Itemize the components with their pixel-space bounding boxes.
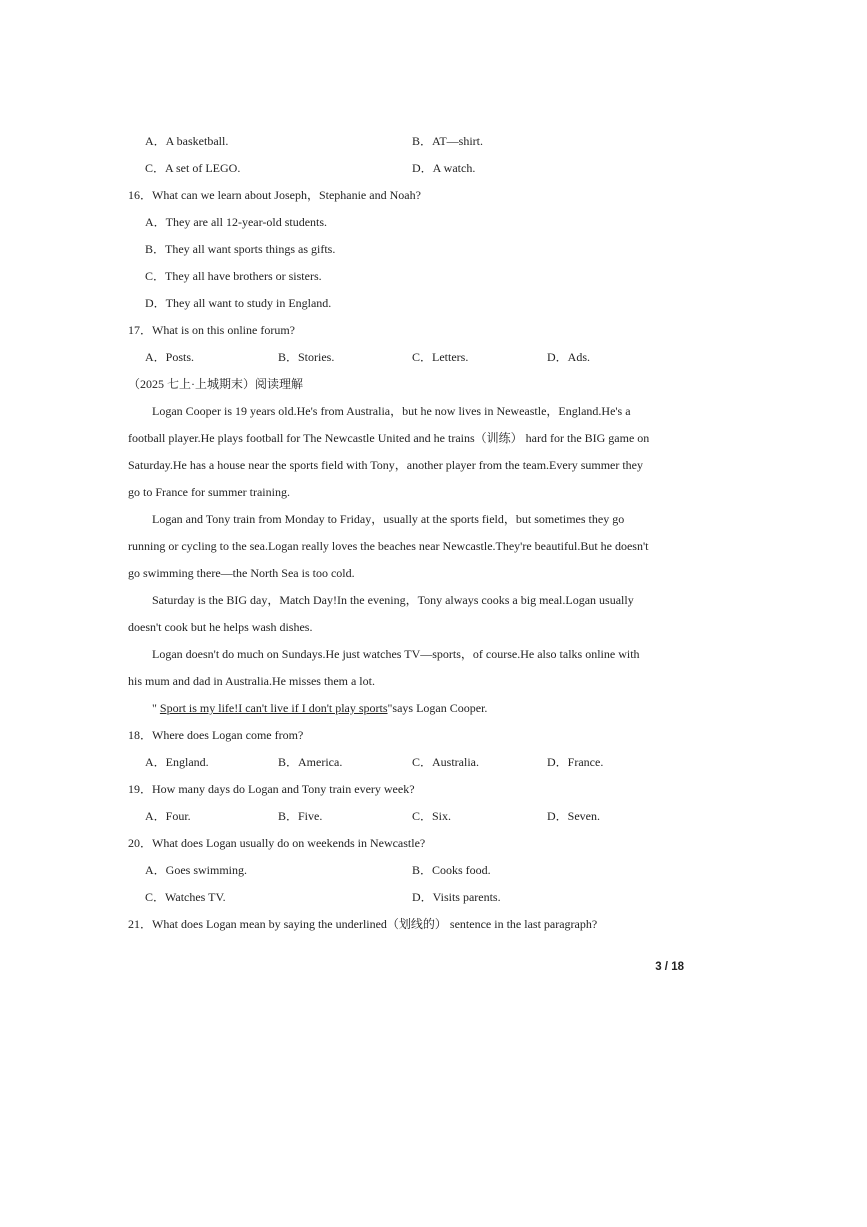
q21-stem: 21．What does Logan mean by saying the underlined（划线的） sentence in the last paragraph? [128,917,598,931]
q18-option-b[interactable]: B．America. [278,755,343,769]
passage-line: Saturday is the BIG day，Match Day!In the evening，Tony always cooks a big meal.Logan usually [152,593,634,607]
q16-option-b[interactable]: B．They all want sports things as gifts. [145,242,336,256]
q20-option-b[interactable]: B．Cooks food. [412,863,491,877]
q20-stem: 20．What does Logan usually do on weekends in Newcastle? [128,836,426,850]
q19-option-a[interactable]: A．Four. [145,809,191,823]
q20-option-c[interactable]: C．Watches TV. [145,890,226,904]
q19-option-d[interactable]: D．Seven. [547,809,600,823]
q16-option-a[interactable]: A．They are all 12-year-old students. [145,215,328,229]
q19-stem: 19．How many days do Logan and Tony train every week? [128,782,415,796]
q20-option-a[interactable]: A．Goes swimming. [145,863,248,877]
q15-option-c[interactable]: C．A set of LEGO. [145,161,241,175]
q18-option-a[interactable]: A．England. [145,755,209,769]
passage-line: doesn't cook but he helps wash dishes. [128,620,313,634]
passage-last-paragraph [152,700,487,716]
q16-option-d[interactable]: D．They all want to study in England. [145,296,332,310]
q15-option-b[interactable]: B．AT—shirt. [412,134,484,148]
passage-line: his mum and dad in Australia.He misses them a lot. [128,674,375,688]
section-header: （2025 七上·上城期末）阅读理解 [128,377,303,391]
q20-option-d[interactable]: D．Visits parents. [412,890,501,904]
underlined-sentence: Sport is my life!I can't live if I don't play sports [159,701,388,715]
q18-stem: 18．Where does Logan come from? [128,728,304,742]
q17-option-b[interactable]: B．Stories. [278,350,335,364]
q17-stem: 17．What is on this online forum? [128,323,295,337]
q16-option-c[interactable]: C．They all have brothers or sisters. [145,269,322,283]
passage-line: Logan and Tony train from Monday to Friday，usually at the sports field，but sometimes they go [152,512,625,526]
q15-option-a[interactable]: A．A basketball. [145,134,229,148]
open-quote: " [152,701,160,715]
page-number: 3 / 18 [655,961,684,973]
q17-option-d[interactable]: D．Ads. [547,350,591,364]
q15-option-d[interactable]: D．A watch. [412,161,476,175]
q19-option-c[interactable]: C．Six. [412,809,452,823]
passage-line: go to France for summer training. [128,485,290,499]
passage-line: running or cycling to the sea.Logan really loves the beaches near Newcastle.They're beautiful.But he doesn't [128,539,649,553]
q16-stem: 16．What can we learn about Joseph，Stephanie and Noah? [128,188,421,202]
quote-attribution: "says Logan Cooper. [387,701,488,715]
passage-line: go swimming there—the North Sea is too cold. [128,566,355,580]
q18-option-c[interactable]: C．Australia. [412,755,479,769]
q17-option-c[interactable]: C．Letters. [412,350,469,364]
q17-option-a[interactable]: A．Posts. [145,350,195,364]
passage-line: Logan Cooper is 19 years old.He's from Australia，but he now lives in Neweastle，England.He's a [152,404,631,418]
passage-line: Saturday.He has a house near the sports field with Tony，another player from the team.Every summer they [128,458,644,472]
q19-option-b[interactable]: B．Five. [278,809,323,823]
passage-line: football player.He plays football for The Newcastle United and he trains（训练） hard for the BIG game on [128,431,650,445]
passage-line: Logan doesn't do much on Sundays.He just watches TV—sports，of course.He also talks online with [152,647,640,661]
q18-option-d[interactable]: D．France. [547,755,604,769]
